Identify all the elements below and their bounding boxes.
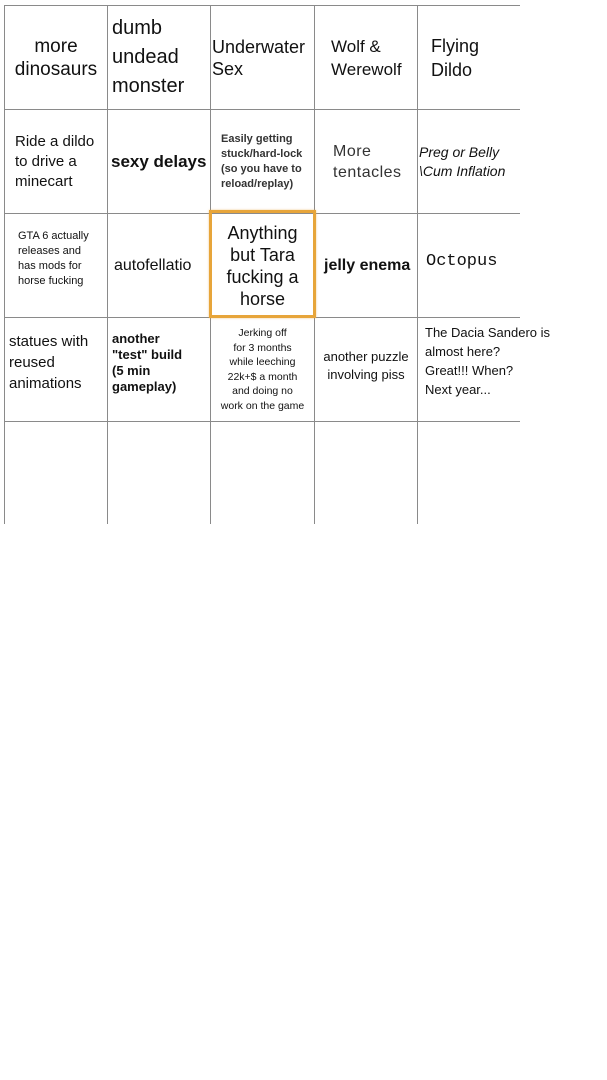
bingo-cell: [315, 422, 417, 524]
bingo-cell: [211, 422, 314, 524]
bingo-cell: [5, 318, 107, 421]
cell-text: Jerking off for 3 months while leeching 22k+$ a month and doing no work on the game: [220, 327, 305, 412]
bingo-cell: [315, 318, 417, 421]
bingo-cell: [108, 318, 210, 421]
cell-text: Ride a dildo to drive a minecart: [15, 132, 95, 190]
cell-text: Flying Dildo: [431, 35, 480, 80]
highlighted-cell-frame: [209, 210, 316, 318]
bingo-cell: [108, 110, 210, 213]
cell-text: Wolf & Werewolf: [331, 36, 402, 79]
cell-text: GTA 6 actually releases and has mods for horse fucking: [18, 229, 89, 287]
cell-text: sexy delays: [111, 151, 207, 171]
bingo-cell: [5, 6, 107, 109]
bingo-cell: [418, 214, 520, 317]
cell-text: The Dacia Sandero is almost here? Great!!! When? Next year...: [425, 325, 551, 397]
bingo-cell: [211, 110, 314, 213]
bingo-cell: [108, 422, 210, 524]
cell-text: autofellatio: [114, 256, 192, 274]
bingo-cell: [211, 6, 314, 109]
bingo-cell: [418, 110, 520, 213]
cell-text: another "test" build (5 min gameplay): [112, 330, 183, 394]
cell-text: another puzzle involving piss: [323, 348, 409, 382]
bingo-cell: [211, 318, 314, 421]
bingo-cell: [5, 110, 107, 213]
bingo-cell: [108, 214, 210, 317]
bingo-cell: [315, 214, 417, 317]
cell-text: more dinosaurs: [14, 35, 98, 80]
bingo-cell: [418, 318, 598, 421]
cell-text: Easily getting stuck/hard-lock (so you have to reload/replay): [221, 132, 303, 190]
bingo-cell: [418, 6, 520, 109]
cell-text: Underwater Sex: [212, 36, 306, 79]
bingo-cell: [5, 422, 107, 524]
bingo-board: [4, 5, 551, 524]
bingo-cell: [315, 6, 417, 109]
cell-text: jelly enema: [324, 256, 411, 274]
bingo-cell: [315, 110, 417, 213]
bingo-cell: [418, 422, 520, 524]
cell-text: dumb undead monster: [112, 17, 185, 97]
cell-text: Octopus: [426, 251, 498, 271]
cell-text: More tentacles: [333, 142, 402, 181]
bingo-cell: [5, 214, 107, 317]
cell-text: statues with reused animations: [9, 333, 89, 392]
bingo-cell: [108, 6, 210, 109]
cell-text: Anything but Tara fucking a horse: [226, 222, 299, 309]
cell-text: Preg or Belly \Cum Inflation: [419, 143, 506, 179]
